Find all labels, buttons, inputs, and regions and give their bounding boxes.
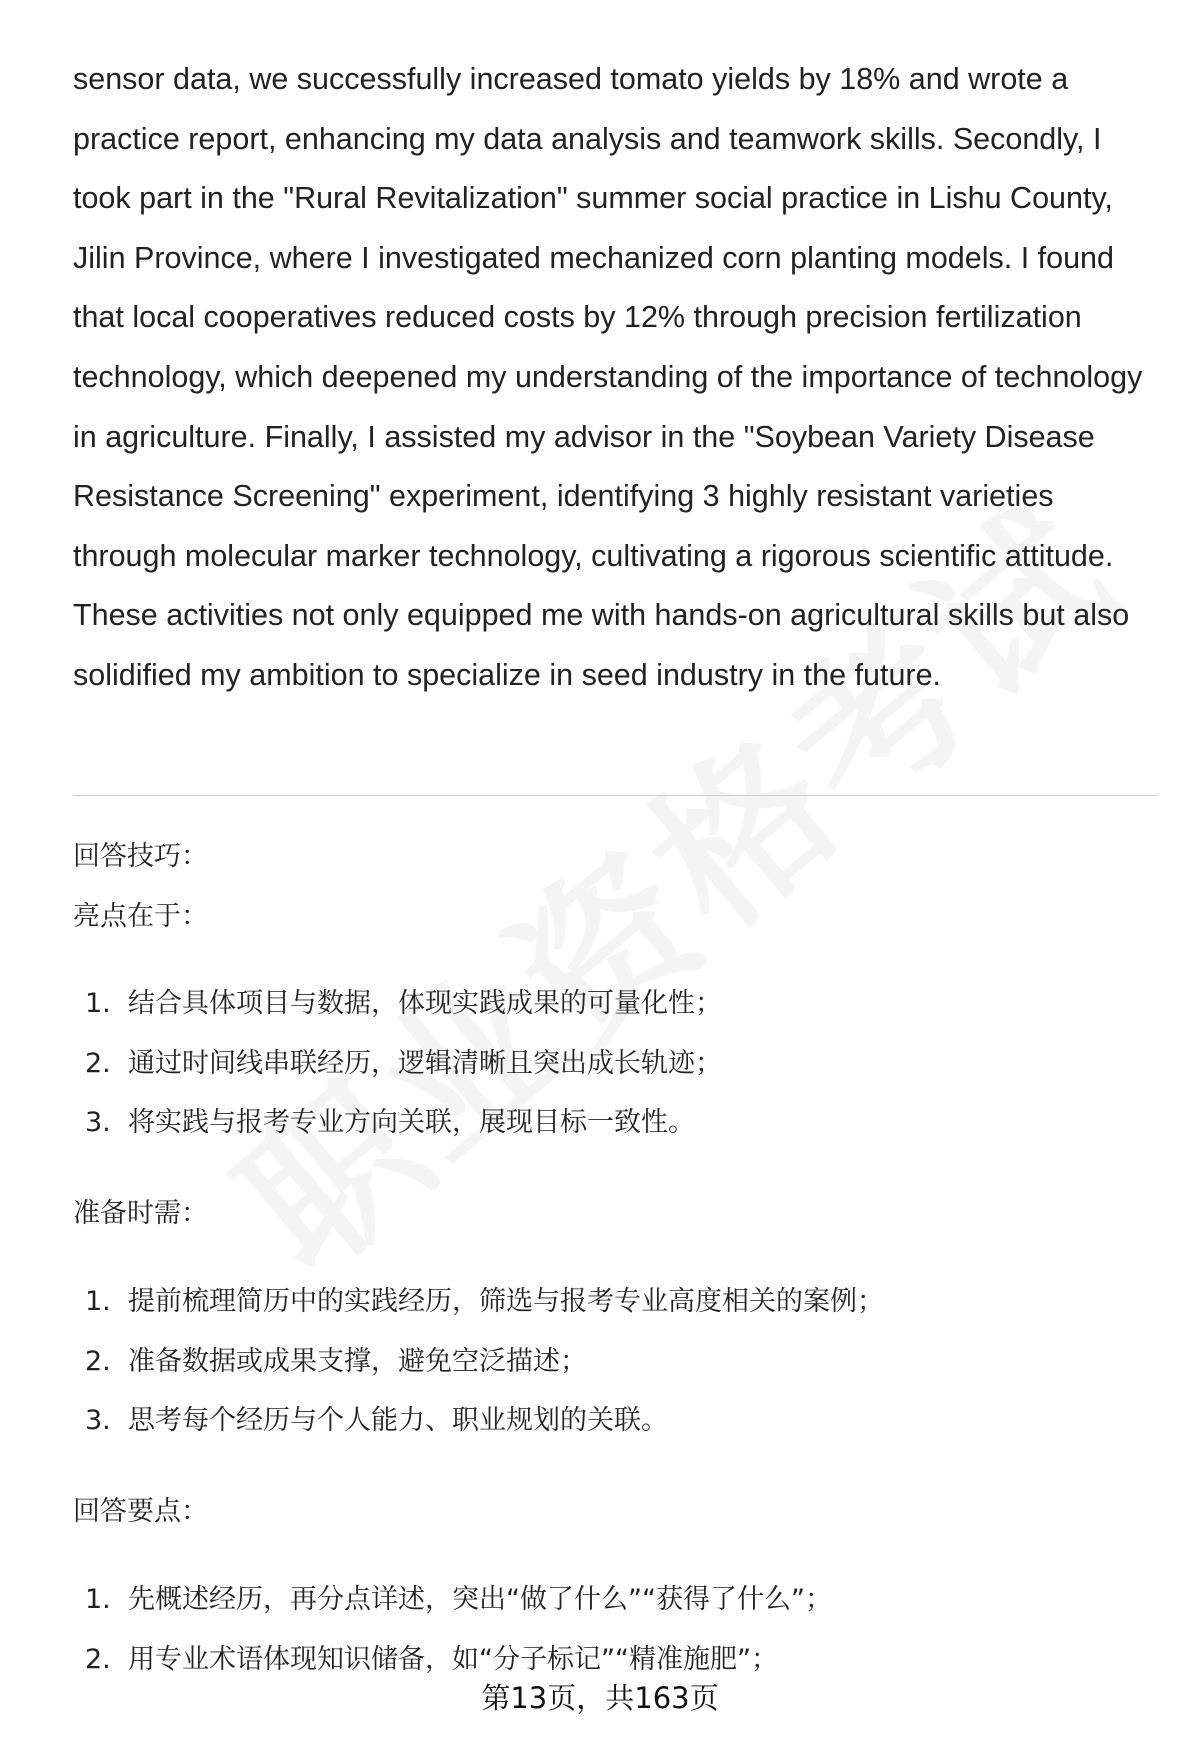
list-item: 2. 准备数据或成果支撑，避免空泛描述； xyxy=(85,1345,587,1377)
highlights-heading: 亮点在于： xyxy=(73,901,208,932)
key-points-heading: 回答要点： xyxy=(73,1496,208,1527)
answer-paragraph: sensor data, we successfully increased tomato yields by 18% and wrote a practice report, enhancing my data analysis and teamwork skills. Secondly, I took part in the "Rural Revitalization" summer social practice in Lishu County, Jilin Province, where I investigated mechanized corn planting models. I found that local cooperatives reduced costs by 12% through precision fertilization technology, which deepened my understanding of the importance of technology in agriculture. Finally, I assisted my advisor in the "Soybean Variety Disease Resistance Screening" experiment, identifying 3 highly resistant varieties through molecular marker technology, cultivating a rigorous scientific attitude. These activities not only equipped me with hands-on agricultural skills but also solidified my ambition to specialize in seed industry in the future. xyxy=(73,62,1143,692)
list-item: 2. 通过时间线串联经历，逻辑清晰且突出成长轨迹； xyxy=(85,1047,722,1079)
page-number: 第13页，共163页 xyxy=(481,1681,719,1715)
list-item: 2. 用专业术语体现知识储备，如“分子标记”“精准施肥”； xyxy=(85,1643,778,1675)
preparation-heading: 准备时需： xyxy=(73,1198,208,1229)
list-item: 3. 将实践与报考专业方向关联，展现目标一致性。 xyxy=(85,1107,695,1138)
tips-title: 回答技巧： xyxy=(73,841,208,872)
list-item: 1. 先概述经历，再分点详述，突出“做了什么”“获得了什么”； xyxy=(85,1584,832,1615)
list-item: 3. 思考每个经历与个人能力、职业规划的关联。 xyxy=(85,1405,668,1436)
section-divider xyxy=(73,795,1158,796)
preparation-list xyxy=(73,1284,884,1463)
highlights-list xyxy=(73,986,722,1165)
list-item: 1. 提前梳理简历中的实践经历，筛选与报考专业高度相关的案例； xyxy=(85,1286,884,1317)
list-item: 1. 结合具体项目与数据，体现实践成果的可量化性； xyxy=(85,988,722,1019)
